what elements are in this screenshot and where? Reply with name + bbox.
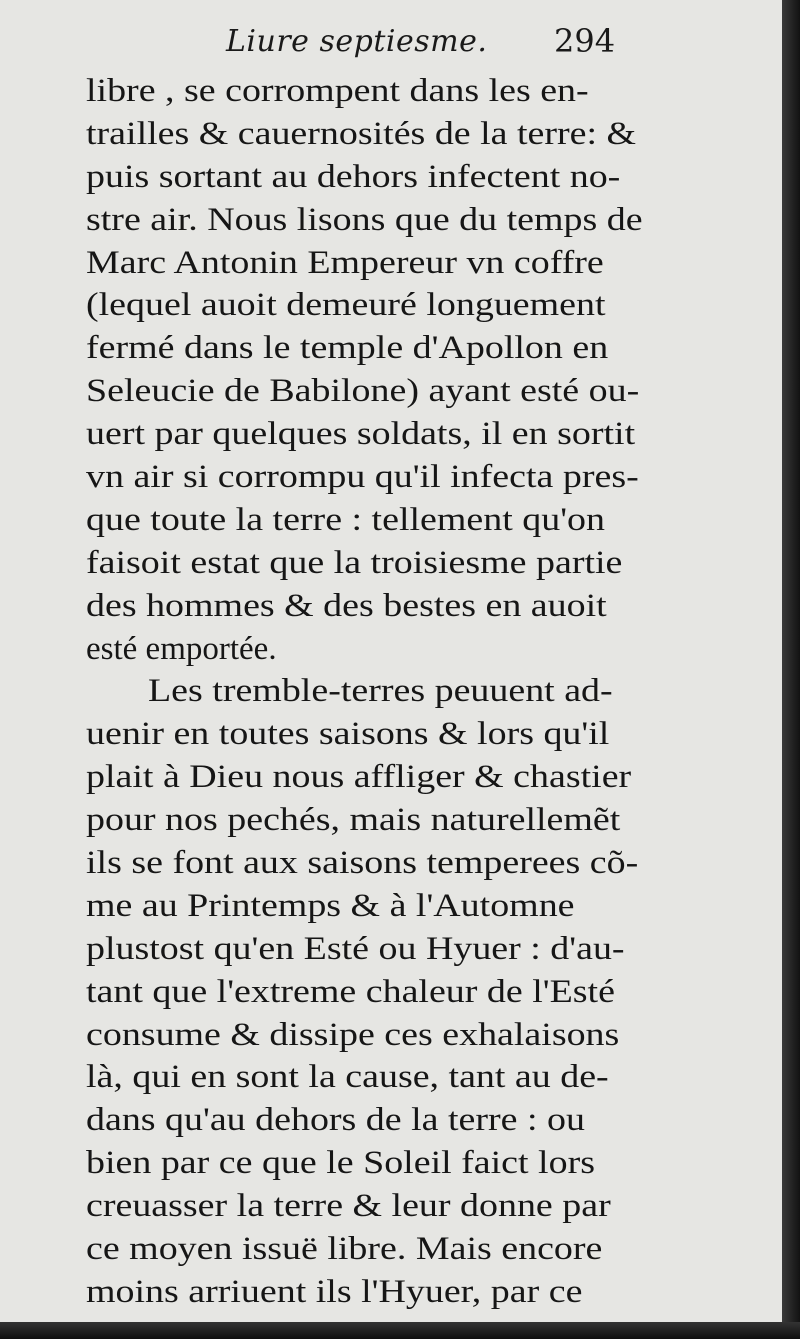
text-line: uert par quelques soldats, il en sortit	[86, 416, 636, 453]
text-line: esté emportée.	[86, 630, 277, 667]
text-line: ils se font aux saisons temperees cõ-	[86, 845, 639, 882]
paragraph-first-line: Les tremble-terres peuuent ad-	[148, 673, 613, 710]
text-line: faisoit estat que la troisiesme partie	[86, 544, 623, 581]
text-line: creuasser la terre & leur donne par	[86, 1188, 611, 1225]
page-edge-bottom	[0, 1322, 800, 1339]
text-line: bien par ce que le Soleil faict lors	[86, 1145, 595, 1182]
text-line: me au Printemps & à l'Automne	[86, 887, 575, 924]
text-line: libre , se corrompent dans les en-	[86, 73, 589, 109]
text-line: tant que l'extreme chaleur de l'Esté	[86, 973, 615, 1010]
text-line: plait à Dieu nous affliger & chastier	[86, 759, 632, 796]
text-line: des hommes & des bestes en auoit	[86, 587, 607, 624]
text-line: moins arriuent ils l'Hyuer, par ce	[86, 1273, 583, 1310]
text-line: Marc Antonin Empereur vn coffre	[86, 244, 604, 281]
text-line: consume & dissipe ces exhalaisons	[86, 1016, 620, 1053]
page-number: 294	[554, 22, 616, 60]
text-line: (lequel auoit demeuré longuement	[86, 287, 606, 324]
text-line: pour nos pechés, mais naturellemẽt	[86, 802, 621, 839]
text-line: stre air. Nous lisons que du temps de	[86, 201, 643, 238]
text-line: Seleucie de Babilone) ayant esté ou-	[86, 373, 640, 410]
text-line: trailles & cauernosités de la terre: &	[86, 115, 637, 152]
text-line: plustost qu'en Esté ou Hyuer : d'au-	[86, 930, 625, 967]
text-line: dans qu'au dehors de la terre : ou	[86, 1102, 585, 1139]
page-edge-right	[782, 0, 800, 1339]
page-header	[0, 22, 782, 62]
text-line: que toute la terre : tellement qu'on	[86, 501, 605, 538]
body-text	[86, 70, 646, 1314]
text-line: fermé dans le temple d'Apollon en	[86, 330, 609, 367]
text-line: ce moyen issuë libre. Mais encore	[86, 1231, 603, 1268]
running-title: Liure septiesme.	[226, 24, 488, 59]
text-line: là, qui en sont la cause, tant au de-	[86, 1059, 609, 1096]
text-line: vn air si corrompu qu'il infecta pres-	[86, 459, 639, 496]
text-line: puis sortant au dehors infectent no-	[86, 158, 621, 195]
text-line: uenir en toutes saisons & lors qu'il	[86, 716, 610, 753]
